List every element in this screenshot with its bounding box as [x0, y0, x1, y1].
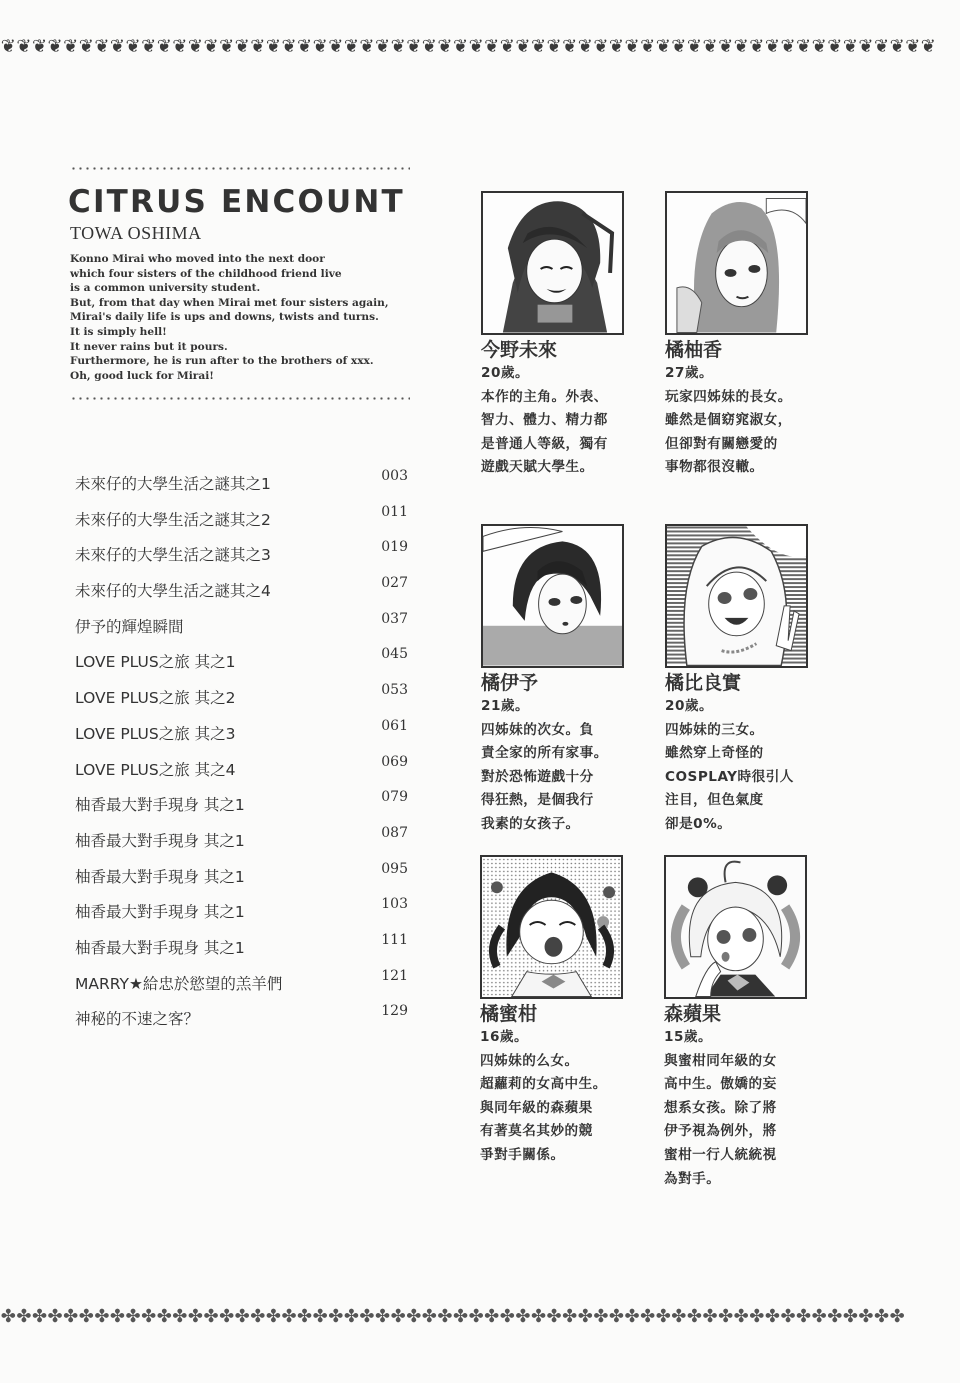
synopsis-line: which four sisters of the childhood friend live — [70, 267, 342, 280]
ornament-icon: ✤ — [530, 1306, 546, 1327]
ornament-icon: ❦ — [47, 36, 62, 57]
toc-entry[interactable] — [75, 575, 410, 611]
toc-entry-page: 069 — [381, 753, 408, 770]
toc-entry-title: 柚香最大對手現身 其之1 — [75, 867, 245, 886]
ornament-icon: ❦ — [515, 36, 530, 57]
synopsis-line: Mirai's daily life is ups and downs, twists and turns. — [70, 311, 379, 324]
ornament-icon: ✤ — [655, 1306, 670, 1327]
ornament-icon: ❦ — [702, 36, 717, 57]
ornament-icon: ✤ — [31, 1306, 47, 1327]
ornament-icon: ❦ — [16, 36, 31, 57]
character-name: 橘比良實 — [665, 672, 742, 694]
synopsis-line: It never rains but it pours. — [70, 340, 228, 353]
ornament-icon: ❦ — [764, 36, 779, 57]
ornament-icon: ❦ — [63, 36, 78, 57]
ornament-icon: ❦ — [686, 36, 701, 57]
description-line: 本作的主角。外表、 — [481, 388, 608, 405]
toc-entry-page: 061 — [381, 717, 408, 734]
toc-entry-page: 079 — [381, 789, 408, 806]
ornament-icon: ❦ — [203, 36, 218, 57]
toc-entry-title: 柚香最大對手現身 其之1 — [75, 796, 245, 815]
toc-entry-title: MARRY★給忠於慾望的羔羊們 — [75, 974, 283, 993]
ornament-icon: ✤ — [63, 1306, 78, 1327]
description-line: 爭對手關係。 — [480, 1146, 565, 1163]
ornament-icon: ✤ — [889, 1306, 904, 1327]
toc-entry[interactable] — [75, 1003, 410, 1039]
ornament-icon: ✤ — [452, 1306, 468, 1327]
ornament-icon: ❦ — [640, 36, 655, 57]
portrait-illustration-icon — [667, 526, 806, 666]
dotted-divider-bottom — [70, 397, 410, 400]
ornament-icon: ✤ — [515, 1306, 530, 1327]
toc-entry-title: LOVE PLUS之旅 其之1 — [75, 653, 236, 672]
character-profile-mori-ringo — [664, 855, 839, 1191]
ornament-icon: ✤ — [0, 1306, 15, 1327]
ornament-icon: ✤ — [141, 1306, 156, 1327]
character-age: 20歲。 — [481, 365, 530, 381]
toc-entry[interactable] — [75, 718, 410, 754]
ornament-icon: ✤ — [562, 1306, 577, 1327]
ornament-icon: ✤ — [577, 1306, 592, 1327]
table-of-contents — [75, 468, 410, 1039]
ornament-icon: ❦ — [78, 36, 93, 57]
ornament-icon: ❦ — [250, 36, 265, 57]
ornament-icon: ❦ — [671, 36, 686, 57]
ornament-icon: ❦ — [608, 36, 623, 57]
ornament-icon: ✤ — [406, 1306, 421, 1327]
character-description — [664, 1050, 839, 1192]
ornament-icon: ❦ — [406, 36, 421, 57]
ornament-icon: ✤ — [811, 1306, 826, 1327]
description-line: 想系女孩。除了將 — [664, 1099, 777, 1116]
ornament-icon: ✤ — [437, 1306, 452, 1327]
ornament-icon: ✤ — [780, 1306, 795, 1327]
ornament-icon: ❦ — [577, 36, 592, 57]
ornament-icon: ✤ — [702, 1306, 717, 1327]
character-age: 20歲。 — [665, 698, 714, 714]
toc-entry-page: 103 — [381, 896, 408, 913]
toc-entry[interactable] — [75, 611, 410, 647]
ornament-icon: ✤ — [749, 1306, 764, 1327]
ornament-icon: ❦ — [811, 36, 826, 57]
ornament-icon: ❦ — [125, 36, 140, 57]
ornament-icon: ❦ — [421, 36, 436, 57]
ornament-icon: ❦ — [749, 36, 764, 57]
ornament-icon: ❦ — [858, 36, 873, 57]
ornament-icon: ✤ — [827, 1306, 842, 1327]
ornament-icon: ✤ — [250, 1306, 265, 1327]
ornament-icon: ✤ — [312, 1306, 327, 1327]
ornament-icon: ✤ — [733, 1306, 748, 1327]
top-ornamental-border — [0, 36, 960, 60]
toc-entry-page: 045 — [381, 646, 408, 663]
ornament-icon: ❦ — [0, 36, 15, 57]
toc-entry-title: 柚香最大對手現身 其之1 — [75, 938, 245, 957]
ornament-icon: ❦ — [172, 36, 187, 57]
ornament-icon: ❦ — [187, 36, 202, 57]
ornament-icon: ✤ — [94, 1306, 109, 1327]
description-line: COSPLAY時很引人 — [665, 768, 794, 785]
toc-entry-title: 伊予的輝煌瞬間 — [75, 617, 184, 636]
ornament-icon: ✤ — [390, 1306, 405, 1327]
synopsis-line: Konno Mirai who moved into the next door — [70, 253, 325, 265]
character-description — [665, 386, 840, 480]
ornament-icon: ❦ — [874, 36, 889, 57]
description-line: 雖然穿上奇怪的 — [665, 745, 764, 762]
ornament-icon: ✤ — [343, 1306, 358, 1327]
ornament-icon: ❦ — [219, 36, 234, 57]
description-line: 與蜜柑同年級的女 — [664, 1052, 777, 1069]
description-line: 四姊妹的三女。 — [665, 721, 764, 738]
ornament-icon: ❦ — [437, 36, 452, 57]
ornament-icon: ✤ — [686, 1306, 701, 1327]
ornament-icon: ❦ — [499, 36, 514, 57]
ornament-icon: ❦ — [530, 36, 546, 57]
dotted-divider-top — [70, 167, 410, 170]
ornament-icon: ❦ — [390, 36, 405, 57]
synopsis-line: But, from that day when Mirai met four sisters again, — [70, 296, 389, 309]
description-line: 四姊妹的么女。 — [480, 1052, 579, 1069]
character-description — [481, 719, 656, 837]
synopsis-line: Oh, good luck for Mirai! — [70, 369, 214, 382]
ornament-icon: ❦ — [94, 36, 109, 57]
toc-entry[interactable] — [75, 968, 410, 1004]
toc-entry-page: 003 — [381, 468, 408, 484]
description-line: 得狂熱，是個我行 — [481, 792, 594, 809]
toc-entry[interactable] — [75, 682, 410, 718]
toc-entry-page: 019 — [381, 539, 408, 556]
ornament-icon: ❦ — [234, 36, 249, 57]
toc-entry[interactable] — [75, 504, 410, 540]
toc-entry[interactable] — [75, 646, 410, 682]
character-name: 橘伊予 — [481, 672, 539, 694]
ornament-icon: ✤ — [874, 1306, 889, 1327]
synopsis-line: Furthermore, he is run after to the brothers of xxx. — [70, 355, 374, 368]
description-line: 事物都很沒轍。 — [665, 459, 764, 476]
ornament-icon: ❦ — [546, 36, 561, 57]
toc-entry[interactable] — [75, 789, 410, 825]
ornament-icon: ✤ — [109, 1306, 124, 1327]
synopsis-line: It is simply hell! — [70, 325, 167, 338]
ornament-icon: ❦ — [343, 36, 358, 57]
portrait-illustration-icon — [483, 526, 622, 666]
character-profile-tachibana-mikan — [480, 855, 655, 1168]
ornament-icon: ❦ — [718, 36, 733, 57]
toc-entry[interactable] — [75, 468, 410, 504]
ornament-icon: ✤ — [328, 1306, 343, 1327]
toc-entry-page: 121 — [381, 967, 408, 984]
description-line: 超蘿莉的女高中生。 — [480, 1076, 607, 1093]
character-name: 今野未來 — [481, 339, 558, 361]
toc-entry-title: 未來仔的大學生活之謎其之4 — [75, 582, 271, 601]
ornament-icon: ❦ — [31, 36, 47, 57]
ornament-icon: ✤ — [421, 1306, 436, 1327]
synopsis — [70, 252, 415, 383]
toc-entry-page: 129 — [381, 1003, 408, 1020]
ornament-icon: ✤ — [640, 1306, 655, 1327]
toc-entry-title: 未來仔的大學生活之謎其之2 — [75, 510, 271, 529]
toc-entry[interactable] — [75, 754, 410, 790]
ornament-icon: ✤ — [546, 1306, 561, 1327]
wavy-haired-girl-peace-sign-portrait — [665, 524, 808, 668]
ornament-icon: ✤ — [265, 1306, 280, 1327]
toc-entry-title: 柚香最大對手現身 其之1 — [75, 903, 245, 922]
author-name: TOWA OSHIMA — [70, 223, 202, 243]
character-description — [665, 719, 840, 837]
ornament-icon: ❦ — [468, 36, 483, 57]
toc-entry-title: 神秘的不速之客？ — [75, 1010, 200, 1029]
ornament-icon: ❦ — [375, 36, 390, 57]
portrait-illustration-icon — [666, 857, 805, 997]
character-age: 16歲。 — [480, 1029, 529, 1045]
character-name: 森蘋果 — [664, 1003, 722, 1025]
ornament-icon: ❦ — [920, 36, 935, 57]
toc-entry[interactable] — [75, 539, 410, 575]
description-line: 我素的女孩子。 — [481, 815, 580, 832]
ornament-icon: ✤ — [78, 1306, 93, 1327]
ornament-icon: ✤ — [468, 1306, 483, 1327]
ornament-icon: ❦ — [624, 36, 639, 57]
ornament-icon: ✤ — [156, 1306, 171, 1327]
description-line: 玩家四姊妹的長女。 — [665, 388, 792, 405]
ornament-icon: ❦ — [452, 36, 468, 57]
ornament-icon: ❦ — [780, 36, 795, 57]
description-line: 注目，但色氣度 — [665, 792, 764, 809]
book-title: CITRUS ENCOUNT — [68, 184, 405, 220]
description-line: 遊戲天賦大學生。 — [481, 459, 594, 476]
toc-entry-page: 011 — [381, 503, 408, 520]
description-line: 責全家的所有家事。 — [481, 745, 608, 762]
ornament-icon: ❦ — [733, 36, 748, 57]
ornament-icon: ✤ — [499, 1306, 514, 1327]
description-line: 是普通人等級，獨有 — [481, 435, 608, 452]
character-age: 15歲。 — [664, 1029, 713, 1045]
ornament-icon: ❦ — [655, 36, 670, 57]
ornament-icon: ✤ — [16, 1306, 31, 1327]
ornament-icon: ❦ — [827, 36, 842, 57]
ornament-icon: ✤ — [297, 1306, 312, 1327]
toc-entry-title: LOVE PLUS之旅 其之2 — [75, 689, 236, 708]
toc-entry[interactable] — [75, 825, 410, 861]
toc-entry-page: 095 — [381, 860, 408, 877]
ornament-icon: ❦ — [109, 36, 124, 57]
ornament-icon: ✤ — [219, 1306, 234, 1327]
toc-entry-title: 未來仔的大學生活之謎其之3 — [75, 546, 271, 565]
ornament-icon: ✤ — [187, 1306, 202, 1327]
portrait-illustration-icon — [667, 193, 806, 333]
toc-entry[interactable] — [75, 932, 410, 968]
description-line: 蜜柑一行人統統視 — [664, 1146, 777, 1163]
ornament-icon: ✤ — [858, 1306, 873, 1327]
ornament-icon: ✤ — [47, 1306, 62, 1327]
ornament-icon: ✤ — [172, 1306, 187, 1327]
ornament-icon: ❦ — [328, 36, 343, 57]
long-haired-woman-portrait — [665, 191, 808, 335]
character-description — [481, 386, 656, 480]
ornament-icon: ❦ — [156, 36, 171, 57]
ornament-icon: ✤ — [764, 1306, 779, 1327]
ornament-icon: ❦ — [141, 36, 156, 57]
ornament-icon: ❦ — [562, 36, 577, 57]
ornament-icon: ✤ — [842, 1306, 857, 1327]
ornament-icon: ❦ — [265, 36, 280, 57]
ornament-icon: ❦ — [359, 36, 374, 57]
toc-entry-page: 037 — [381, 610, 408, 627]
ornament-icon: ❦ — [889, 36, 904, 57]
description-line: 伊予視為例外，將 — [664, 1123, 777, 1140]
character-name: 橘蜜柑 — [480, 1003, 538, 1025]
character-name: 橘柚香 — [665, 339, 723, 361]
character-age: 27歲。 — [665, 365, 714, 381]
toc-entry-page: 053 — [381, 682, 408, 699]
ornament-icon: ❦ — [842, 36, 857, 57]
toc-entry[interactable] — [75, 861, 410, 897]
pigtailed-smiling-girl-portrait — [480, 855, 623, 999]
ornament-icon: ✤ — [718, 1306, 733, 1327]
ornament-icon: ❦ — [312, 36, 327, 57]
description-line: 四姊妹的次女。負 — [481, 721, 594, 738]
toc-entry-title: 柚香最大對手現身 其之1 — [75, 831, 245, 850]
ornament-icon: ❦ — [484, 36, 499, 57]
ornament-icon: ✤ — [375, 1306, 390, 1327]
dark-haired-young-man-portrait — [481, 191, 624, 335]
character-profile-tachibana-iyo — [481, 524, 656, 837]
description-line: 但卻對有關戀愛的 — [665, 435, 778, 452]
twin-tailed-girl-apple-accessories-portrait — [664, 855, 807, 999]
toc-entry-title: LOVE PLUS之旅 其之4 — [75, 760, 236, 779]
ornament-icon: ✤ — [359, 1306, 374, 1327]
ornament-icon: ✤ — [484, 1306, 499, 1327]
ornament-icon: ✤ — [671, 1306, 686, 1327]
description-line: 為對手。 — [664, 1170, 721, 1187]
short-haired-girl-portrait — [481, 524, 624, 668]
character-description — [480, 1050, 655, 1168]
character-age: 21歲。 — [481, 698, 530, 714]
ornament-icon: ❦ — [905, 36, 920, 57]
ornament-icon: ✤ — [234, 1306, 249, 1327]
description-line: 高中生。傲嬌的妄 — [664, 1076, 777, 1093]
description-line: 有著莫名其妙的競 — [480, 1123, 593, 1140]
toc-entry-page: 087 — [381, 824, 408, 841]
ornament-icon: ❦ — [593, 36, 608, 57]
toc-entry-page: 111 — [381, 931, 408, 948]
character-profile-tachibana-hiromi — [665, 524, 840, 837]
ornament-icon: ✤ — [796, 1306, 811, 1327]
synopsis-line: is a common university student. — [70, 282, 261, 295]
toc-entry[interactable] — [75, 896, 410, 932]
portrait-illustration-icon — [482, 857, 621, 997]
description-line: 智力、體力、精力都 — [481, 412, 608, 429]
description-line: 卻是0%。 — [665, 815, 732, 832]
ornament-icon: ❦ — [297, 36, 312, 57]
ornament-icon: ✤ — [281, 1306, 296, 1327]
ornament-icon: ❦ — [281, 36, 296, 57]
bottom-ornamental-border — [0, 1306, 960, 1330]
ornament-icon: ✤ — [593, 1306, 608, 1327]
toc-entry-page: 027 — [381, 575, 408, 592]
toc-entry-title: 未來仔的大學生活之謎其之1 — [75, 475, 271, 493]
ornament-icon: ✤ — [608, 1306, 623, 1327]
ornament-icon: ✤ — [125, 1306, 140, 1327]
description-line: 雖然是個窈窕淑女， — [665, 412, 792, 429]
description-line: 與同年級的森蘋果 — [480, 1099, 593, 1116]
ornament-icon: ❦ — [796, 36, 811, 57]
toc-entry-title: LOVE PLUS之旅 其之3 — [75, 724, 236, 743]
ornament-icon: ✤ — [624, 1306, 639, 1327]
ornament-icon: ✤ — [203, 1306, 218, 1327]
portrait-illustration-icon — [483, 193, 622, 333]
character-profile-konno-mirai — [481, 191, 656, 480]
description-line: 對於恐怖遊戲十分 — [481, 768, 594, 785]
character-profile-tachibana-yuzuka — [665, 191, 840, 480]
